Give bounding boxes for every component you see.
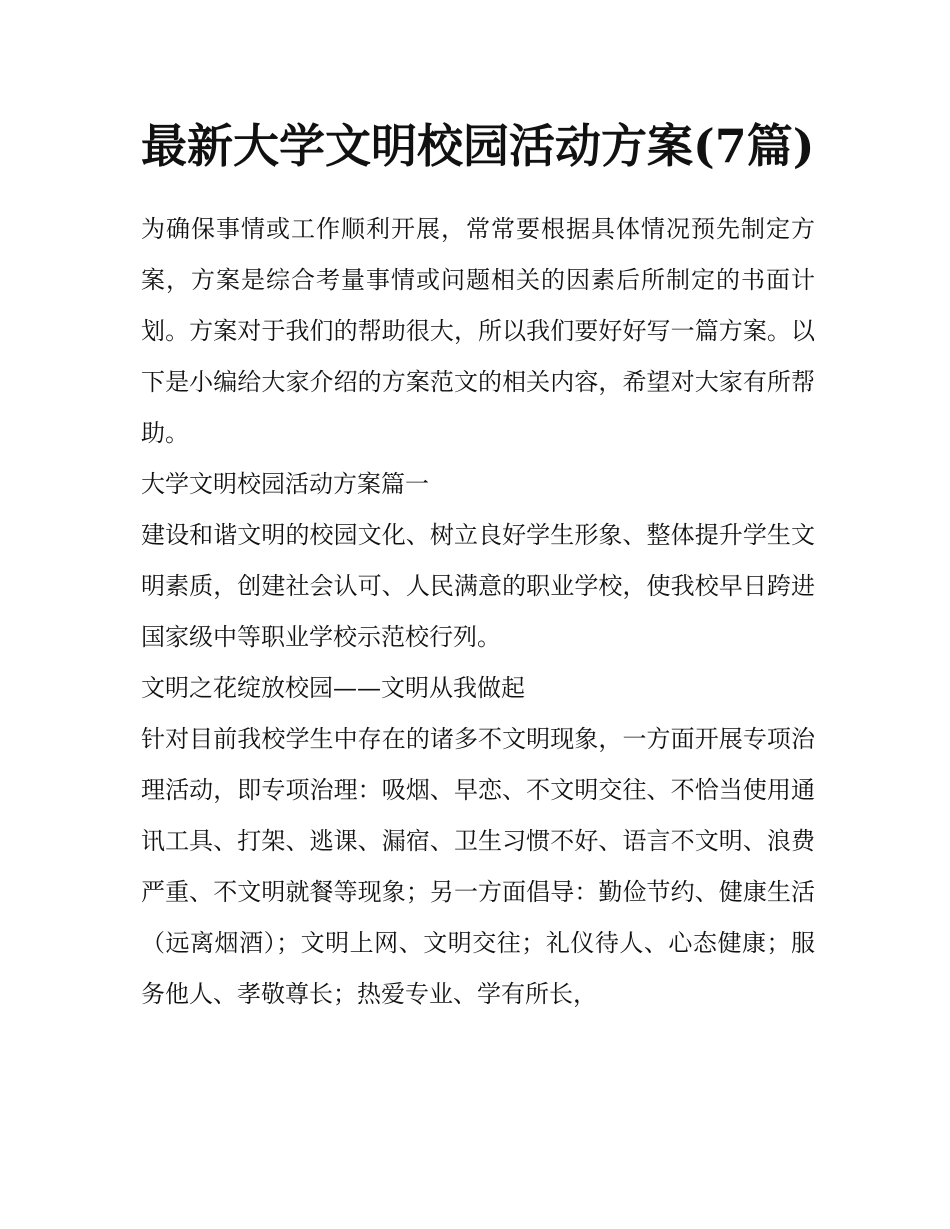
document-content	[141, 114, 815, 1020]
body-paragraph: 建设和谐文明的校园文化、树立良好学生形象、整体提升学生文明素质，创建社会认可、人民满意的职业学校，使我校早日跨进国家级中等职业学校示范校行列。	[141, 521, 815, 651]
section-subheading: 文明之花绽放校园——文明从我做起	[141, 674, 525, 702]
intro-paragraph: 为确保事情或工作顺利开展，常常要根据具体情况预先制定方案，方案是综合考量事情或问题相关的因素后所制定的书面计划。方案对于我们的帮助很大，所以我们要好好写一篇方案。以下是小编给大家介绍的方案范文的相关内容，希望对大家有所帮助。	[141, 215, 815, 447]
document-title: 最新大学文明校园活动方案(7篇)	[141, 119, 815, 173]
section-heading: 大学文明校园活动方案篇一	[141, 470, 429, 498]
body-paragraph: 针对目前我校学生中存在的诸多不文明现象，一方面开展专项治理活动，即专项治理：吸烟、早恋、不文明交往、不恰当使用通讯工具、打架、逃课、漏宿、卫生习惯不好、语言不文明、浪费严重、不文明就餐等现象；另一方面倡导：勤俭节约、健康生活（远离烟酒）；文明上网、文明交往；礼仪待人、心态健康；服务他人、孝敬尊长；热爱专业、学有所长，	[141, 725, 815, 1008]
